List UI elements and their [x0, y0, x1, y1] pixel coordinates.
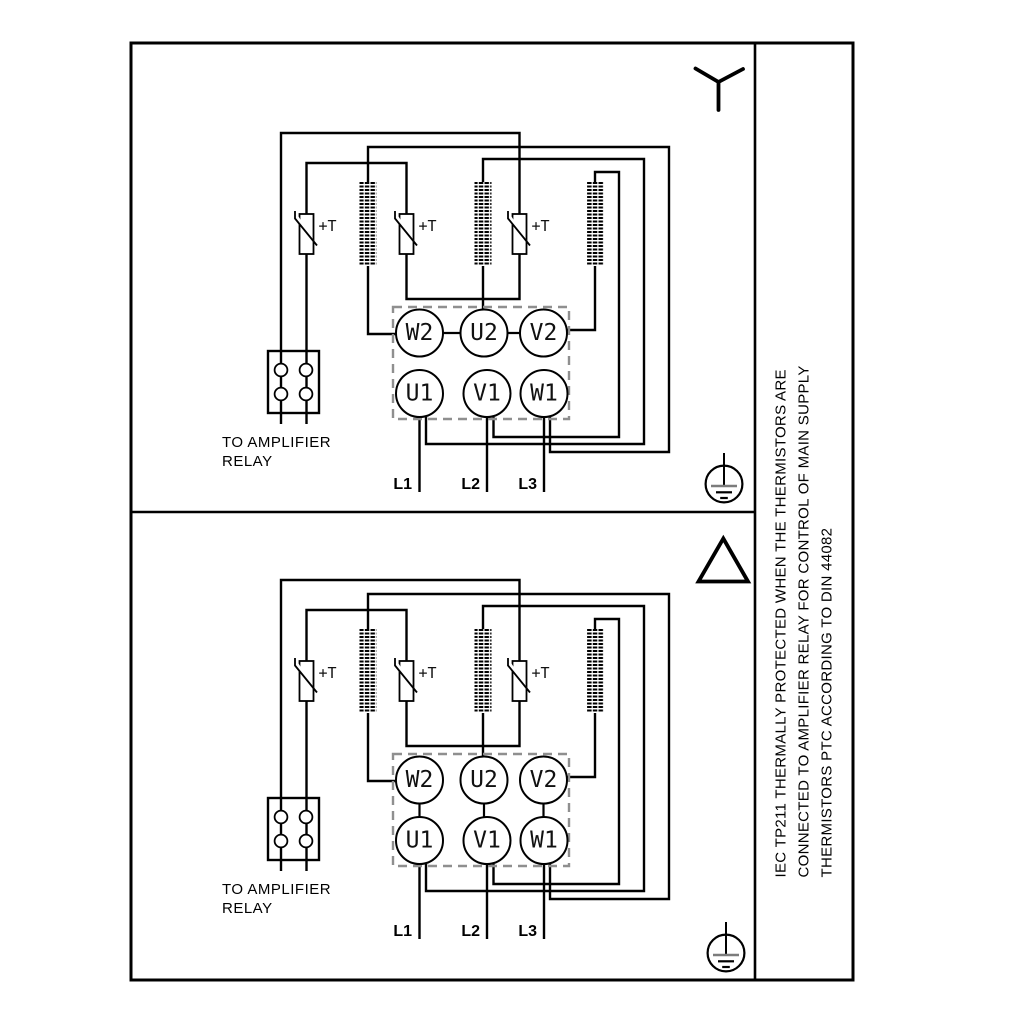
wire-thermistor2-to-thermistor1	[307, 610, 407, 661]
terminal-U1-label: U1	[405, 827, 434, 854]
delta-symbol-triangle	[699, 539, 749, 582]
relay-terminal	[300, 364, 313, 377]
thermistor-label: +T	[318, 217, 337, 235]
panel-star	[222, 133, 669, 493]
terminal-W2-label: W2	[405, 767, 434, 793]
relay-box	[268, 798, 319, 860]
thermistor-2	[395, 658, 437, 701]
terminal-U1-label: U1	[405, 380, 434, 407]
terminal-U2-label: U2	[470, 767, 498, 793]
thermistor-label: +T	[318, 664, 337, 682]
wire-coil3-bottom-to-V2	[567, 713, 596, 777]
terminal-V1-label: V1	[473, 827, 501, 854]
terminal-W1-label: W1	[530, 827, 558, 854]
wire-thermistor3-to-thermistor2	[407, 701, 520, 746]
supply-label-L3: L3	[518, 476, 537, 493]
supply-label-L2: L2	[461, 923, 480, 940]
side-note	[770, 365, 839, 878]
supply-label-L3: L3	[518, 923, 537, 940]
winding-coil-2	[475, 182, 492, 266]
delta-connection-symbol	[699, 539, 749, 582]
earth-ground-symbol-bottom	[708, 922, 745, 971]
side-note-line2: CONNECTED TO AMPLIFIER RELAY FOR CONTROL OF MAIN SUPPLY	[795, 365, 813, 878]
relay-terminal	[300, 835, 313, 848]
relay-terminal	[275, 811, 288, 824]
relay-terminal	[275, 835, 288, 848]
thermistor-label: +T	[418, 217, 437, 235]
star-connection-symbol	[696, 69, 744, 111]
terminal-W1-label: W1	[530, 380, 558, 407]
thermistor-label: +T	[418, 664, 437, 682]
thermistor-label: +T	[531, 664, 550, 682]
relay-note-line1: TO AMPLIFIER	[222, 434, 332, 451]
winding-coil-3	[587, 629, 604, 713]
side-note-line1: IEC TP211 THERMALLY PROTECTED WHEN THE THERMISTORS ARE	[772, 369, 790, 878]
winding-coil-1	[360, 182, 377, 266]
wire-coil3-bottom-to-V2	[567, 266, 596, 330]
thermistor-3	[508, 658, 550, 701]
relay-box	[268, 351, 319, 413]
amplifier-relay-block	[268, 798, 319, 860]
earth-ground-symbol-top	[706, 453, 743, 502]
relay-terminal	[275, 364, 288, 377]
terminal-V2-label: V2	[529, 320, 558, 346]
supply-label-L2: L2	[461, 476, 480, 493]
supply-label-L1: L1	[393, 476, 412, 493]
panel-delta	[222, 580, 669, 940]
relay-note-line1: TO AMPLIFIER	[222, 881, 332, 898]
side-note-line3: THERMISTORS PTC ACCORDING TO DIN 44082	[818, 527, 836, 878]
thermistor-1	[295, 658, 337, 701]
winding-coil-3	[587, 182, 604, 266]
relay-terminal	[300, 811, 313, 824]
thermistor-2	[395, 211, 437, 254]
terminal-V1-label: V1	[473, 380, 501, 407]
terminal-W2-label: W2	[405, 320, 434, 346]
wire-thermistor2-to-thermistor1	[307, 163, 407, 214]
thermistor-1	[295, 211, 337, 254]
terminal-V2-label: V2	[529, 767, 558, 793]
winding-coil-2	[475, 629, 492, 713]
amplifier-relay-block	[268, 351, 319, 413]
star-symbol-strokes	[696, 69, 744, 111]
relay-terminal	[300, 388, 313, 401]
relay-note-line2: RELAY	[222, 453, 273, 470]
delta-terminal-links	[420, 804, 544, 818]
thermistor-label: +T	[531, 217, 550, 235]
supply-label-L1: L1	[393, 923, 412, 940]
relay-note-line2: RELAY	[222, 900, 273, 917]
terminal-U2-label: U2	[470, 320, 498, 346]
winding-coil-1	[360, 629, 377, 713]
relay-terminal	[275, 388, 288, 401]
thermistor-3	[508, 211, 550, 254]
wire-thermistor3-to-thermistor2	[407, 254, 520, 299]
